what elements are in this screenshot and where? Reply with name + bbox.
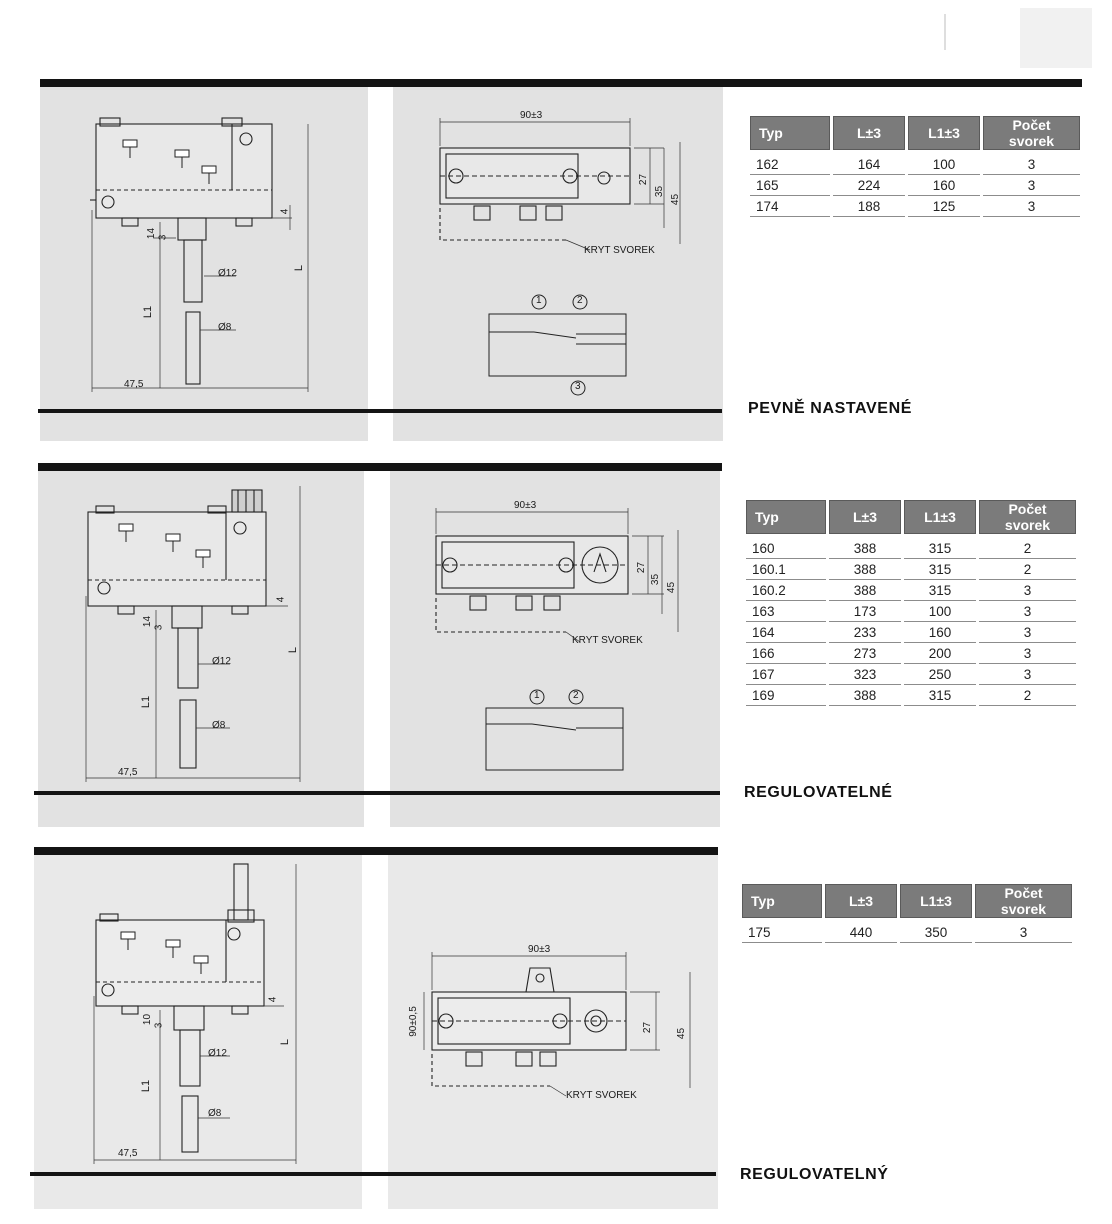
table-row [750,175,1080,196]
drawing-panel-side [40,87,368,441]
cell: 350 [900,918,972,943]
cell: 167 [746,664,826,685]
dim-3-label: 3 [153,1022,165,1029]
cell: 2 [979,534,1076,559]
col-l: L±3 [829,500,901,534]
cell: 3 [979,643,1076,664]
schematic-label-3: 3 [575,381,581,392]
dim-width-label: 47,5 [118,1148,138,1159]
cell: 273 [829,643,901,664]
col-typ: Typ [750,116,830,150]
cell: 175 [742,918,822,943]
dim-4-label: 4 [275,596,287,603]
col-l1: L1±3 [904,500,976,534]
section-title-fixed: PEVNĚ NASTAVENÉ [748,400,912,417]
dim-width-label: 47,5 [118,767,138,778]
cell: 224 [833,175,905,196]
spec-table-fixed [747,116,1083,217]
table-row [746,601,1076,622]
table-row [746,685,1076,706]
cover-label: KRYT SVOREK [566,1090,637,1101]
col-l1: L1±3 [900,884,972,918]
dim-d8-label: Ø8 [208,1108,222,1119]
table-row [746,622,1076,643]
table-row [742,918,1072,943]
cell: 233 [829,622,901,643]
dim-d12-label: Ø12 [218,268,237,279]
cell: 2 [979,685,1076,706]
dim-4-label: 4 [279,208,291,215]
cell: 250 [904,664,976,685]
col-count: Počet svorek [979,500,1076,534]
table-row [746,580,1076,601]
top-d90-label: 90±0,5 [407,1006,419,1037]
section-bottom-rule [30,1172,716,1176]
cell: 163 [746,601,826,622]
section-title-adjustable-single: REGULOVATELNÝ [740,1166,889,1183]
col-l1: L1±3 [908,116,980,150]
cell: 165 [750,175,830,196]
cell: 3 [979,622,1076,643]
cell: 315 [904,534,976,559]
cell: 315 [904,580,976,601]
section-bottom-rule [38,409,722,413]
dim-L-label: L [279,1038,292,1046]
schematic-label-1: 1 [536,295,542,306]
top-width-label: 90±3 [514,500,537,511]
section-top-rule [40,79,1082,87]
dim-L1-label: L1 [142,305,155,319]
cell: 164 [746,622,826,643]
col-count: Počet svorek [983,116,1080,150]
cell: 160 [904,622,976,643]
page-corner-mark-small [944,14,946,50]
section-top-rule [34,847,718,855]
top-d27-label: 27 [638,173,650,186]
drawing-panel-top [388,855,718,1209]
col-l: L±3 [825,884,897,918]
cell: 3 [979,580,1076,601]
cell: 174 [750,196,830,217]
cell: 3 [979,601,1076,622]
dim-L1-label: L1 [140,695,153,709]
schematic-label-1: 1 [534,690,540,701]
cell: 173 [829,601,901,622]
top-d27-label: 27 [636,561,648,574]
table-row [750,196,1080,217]
table-row [746,643,1076,664]
cell: 315 [904,685,976,706]
drawing-panel-top [393,87,723,441]
page-corner-mark [1020,8,1092,68]
cover-label: KRYT SVOREK [572,635,643,646]
dim-3-label: 3 [157,234,169,241]
dim-14-label: 14 [146,227,158,240]
section-top-rule [38,463,722,471]
dim-4-label: 4 [267,996,279,1003]
spec-table-adjustable-single [739,884,1075,943]
drawing-panel-top [390,471,720,827]
dim-L-label: L [287,646,300,654]
dim-width-label: 47,5 [124,379,144,390]
top-width-label: 90±3 [520,110,543,121]
table-row [746,534,1076,559]
section-bottom-rule [34,791,720,795]
dim-d8-label: Ø8 [212,720,226,731]
cell: 164 [833,150,905,175]
dim-L1-label: L1 [140,1079,153,1093]
table-row [750,150,1080,175]
table-row [746,559,1076,580]
cell: 3 [979,664,1076,685]
cover-label: KRYT SVOREK [584,245,655,256]
top-d35-label: 35 [650,573,662,586]
section-title-adjustable: REGULOVATELNÉ [744,784,893,801]
col-l: L±3 [833,116,905,150]
table-row [746,664,1076,685]
cell: 388 [829,534,901,559]
cell: 162 [750,150,830,175]
cell: 3 [983,196,1080,217]
cell: 388 [829,580,901,601]
cell: 200 [904,643,976,664]
cell: 160.1 [746,559,826,580]
top-d35-label: 35 [654,185,666,198]
cell: 160.2 [746,580,826,601]
dim-L-label: L [293,264,306,272]
cell: 388 [829,685,901,706]
col-typ: Typ [746,500,826,534]
cell: 323 [829,664,901,685]
cell: 3 [975,918,1072,943]
dim-d12-label: Ø12 [212,656,231,667]
col-count: Počet svorek [975,884,1072,918]
cell: 100 [908,150,980,175]
dim-10-label: 10 [142,1013,154,1026]
cell: 166 [746,643,826,664]
schematic-label-2: 2 [577,295,583,306]
dim-d12-label: Ø12 [208,1048,227,1059]
drawing-panel-side [38,471,364,827]
spec-table-adjustable [743,500,1079,706]
cell: 388 [829,559,901,580]
cell: 160 [908,175,980,196]
col-typ: Typ [742,884,822,918]
cell: 160 [746,534,826,559]
drawing-panel-side [34,855,362,1209]
cell: 2 [979,559,1076,580]
top-d27-label: 27 [642,1021,654,1034]
cell: 3 [983,175,1080,196]
schematic-label-2: 2 [573,690,579,701]
cell: 440 [825,918,897,943]
cell: 169 [746,685,826,706]
cell: 188 [833,196,905,217]
top-width-label: 90±3 [528,944,551,955]
cell: 315 [904,559,976,580]
dim-3-label: 3 [153,624,165,631]
top-d45-label: 45 [676,1027,688,1040]
cell: 3 [983,150,1080,175]
dim-d8-label: Ø8 [218,322,232,333]
top-d45-label: 45 [666,581,678,594]
cell: 125 [908,196,980,217]
cell: 100 [904,601,976,622]
top-d45-label: 45 [670,193,682,206]
dim-14-label: 14 [142,615,154,628]
